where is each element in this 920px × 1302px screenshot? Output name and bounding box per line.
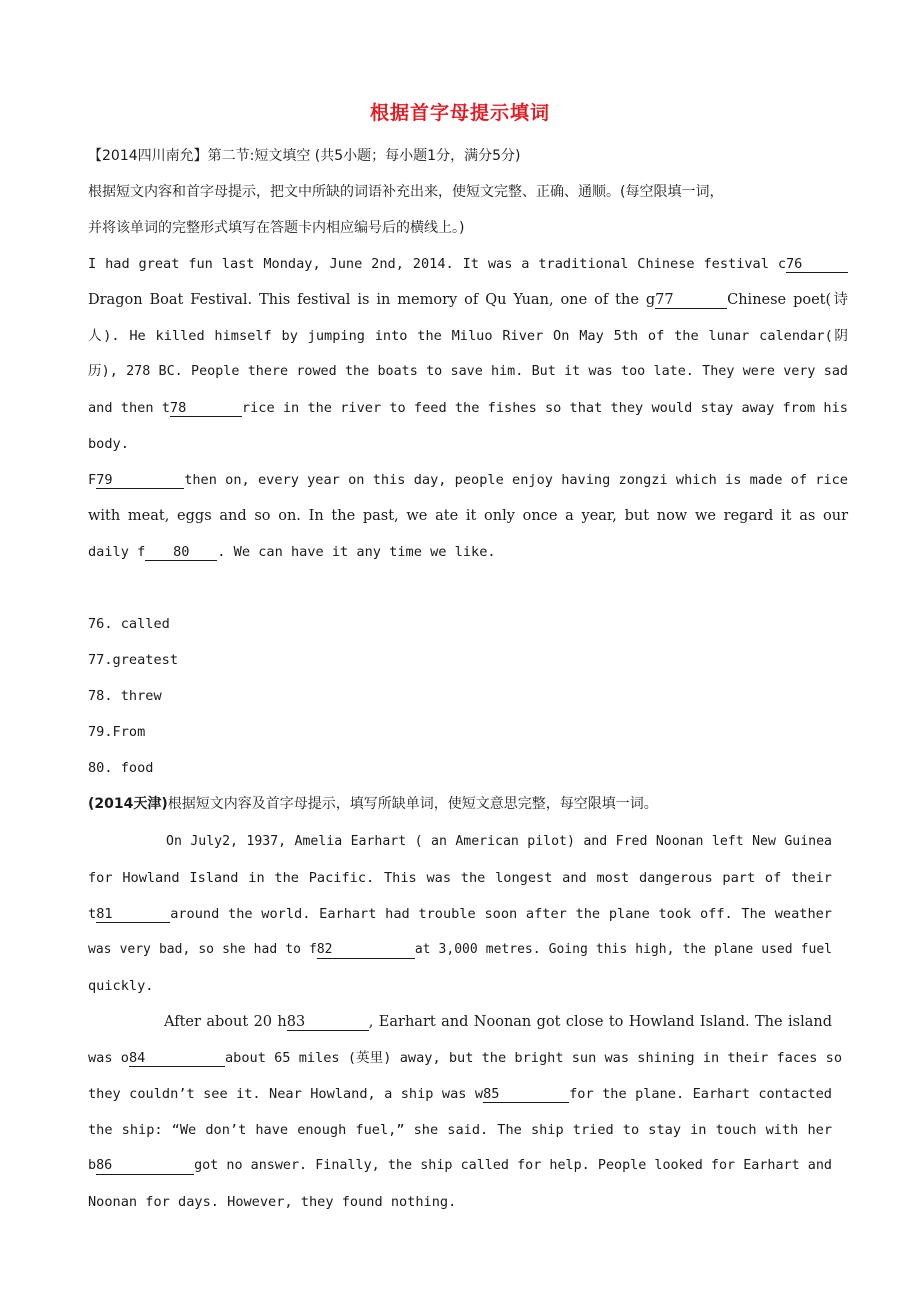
passage-line: 历), 278 BC. People there rowed the boats to save him. But it was too late. They were very sad: [88, 364, 848, 379]
blank-86: 86: [96, 1158, 194, 1175]
passage-text: they couldn’t see it. Near Howland, a ship was w: [88, 1086, 484, 1102]
passage-line: [88, 290, 848, 310]
blank-77: 77: [655, 292, 727, 309]
passage-text: at 3,000 metres. Going this high, the plane used fuel: [414, 942, 832, 957]
passage-text: daily f: [88, 544, 146, 560]
passage-text: I had great fun last Monday, June 2nd, 2014. It was a traditional Chinese festival c: [88, 256, 786, 272]
passage-line: for Howland Island in the Pacific. This was the longest and most dangerous part of their: [88, 870, 832, 886]
blank-82: 82: [317, 942, 415, 959]
passage-text: . We can have it any time we like.: [217, 544, 496, 560]
passage-text: and then t: [88, 400, 170, 416]
passage-text: F: [88, 472, 97, 488]
passage-line: On July2, 1937, Amelia Earhart ( an American pilot) and Fred Noonan left New Guinea: [166, 834, 832, 849]
blank-78: 78: [170, 400, 242, 417]
passage-line: [164, 1012, 832, 1032]
section1-instruction-line: 并将该单词的完整形式填写在答题卡内相应编号后的横线上。): [88, 220, 465, 236]
passage-text: t: [88, 906, 97, 922]
answer-item: 79.From: [88, 724, 146, 740]
passage-text: around the world. Earhart had trouble soon after the plane took off. The weather: [170, 906, 832, 922]
answer-item: 78. threw: [88, 688, 162, 704]
passage-text: Dragon Boat Festival. This festival is in memory of Qu Yuan, one of the g: [88, 292, 656, 308]
section2-source: (2014天津): [88, 796, 168, 812]
blank-83: 83: [287, 1014, 369, 1031]
passage-line: 人). He killed himself by jumping into the Miluo River On May 5th of the lunar calendar(阴: [88, 328, 848, 344]
passage-line: the ship: “We don’t have enough fuel,” she said. The ship tried to stay in touch with her: [88, 1122, 832, 1138]
blank-79: 79: [96, 472, 184, 489]
answer-item: 80. food: [88, 760, 154, 776]
passage-text: was very bad, so she had to f: [88, 942, 317, 957]
section1-header: 【2014四川南允】第二节:短文填空 (共5小题；每小题1分，满分5分): [88, 148, 521, 164]
passage-line: [88, 254, 848, 274]
passage-line: [88, 940, 832, 960]
passage-text: rice in the river to feed the fishes so that they would stay away from his: [241, 400, 848, 416]
blank-84: 84: [129, 1050, 225, 1067]
passage-line: quickly.: [88, 978, 154, 994]
passage-text: b: [88, 1158, 97, 1173]
blank-81: 81: [96, 906, 170, 923]
section1-instruction-line: 根据短文内容和首字母提示，把文中所缺的词语补充出来，使短文完整、正确、通顺。(每空限填一词，: [88, 184, 724, 200]
passage-text: After about 20 h: [164, 1014, 287, 1030]
passage-line: Noonan for days. However, they found nothing.: [88, 1194, 457, 1210]
answer-item: 76. called: [88, 616, 170, 632]
passage-line: [88, 1048, 842, 1068]
blank-85: 85: [483, 1086, 569, 1103]
passage-line: [88, 542, 848, 562]
answer-item: 77.greatest: [88, 652, 179, 668]
passage-line: [88, 398, 848, 418]
passage-text: got no answer. Finally, the ship called for help. People looked for Earhart and: [194, 1158, 832, 1173]
blank-80: 80: [145, 544, 217, 561]
passage-text: was o: [88, 1050, 129, 1066]
passage-text: about 65 miles (英里) away, but the bright sun was shining in their faces so: [224, 1050, 843, 1066]
passage-line: with meat, eggs and so on. In the past, we ate it only once a year, but now we regard it as our: [88, 508, 848, 524]
blank-76: 76: [786, 256, 848, 273]
passage-line: [88, 904, 832, 924]
passage-line: body.: [88, 436, 129, 452]
section2-header: [88, 794, 848, 814]
page-title: 根据首字母提示填词: [369, 102, 550, 124]
passage-text: then on, every year on this day, people enjoy having zongzi which is made of rice: [184, 472, 848, 488]
passage-line: [88, 1156, 832, 1176]
passage-text: for the plane. Earhart contacted: [569, 1086, 832, 1102]
passage-line: [88, 470, 848, 490]
passage-text: Chinese poet(诗: [727, 292, 848, 308]
passage-line: [88, 1084, 832, 1104]
section2-instruction: 根据短文内容及首字母提示，填写所缺单词，使短文意思完整，每空限填一词。: [167, 796, 658, 812]
passage-text: , Earhart and Noonan got close to Howland Island. The island: [368, 1014, 832, 1030]
